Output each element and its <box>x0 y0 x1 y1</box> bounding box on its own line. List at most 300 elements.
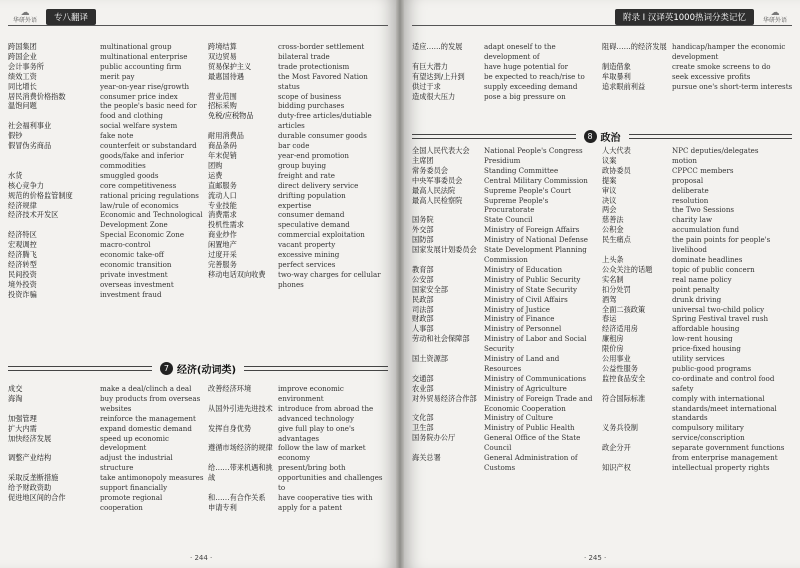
glossary-entry <box>8 101 204 121</box>
chinese-term: 追求眼前利益 <box>602 81 646 91</box>
chinese-term: 全国人民代表大会 <box>412 146 470 155</box>
chinese-term: 牟取暴利 <box>602 71 631 81</box>
english-translation: resolution <box>672 195 709 205</box>
english-translation: universal two-child policy <box>672 304 765 314</box>
glossary-entry <box>412 423 598 433</box>
glossary-entry <box>602 275 794 285</box>
chinese-term: 义务兵役制 <box>602 423 638 433</box>
english-translation: have cooperative ties with <box>278 492 373 502</box>
left-column-d <box>208 384 390 513</box>
right-header <box>611 8 792 25</box>
english-translation: expertise <box>278 200 312 210</box>
chinese-term: 供过于求 <box>412 81 441 91</box>
chinese-term: 政协委员 <box>602 165 631 175</box>
chinese-term: 中央军事委员会 <box>412 175 463 185</box>
glossary-entry <box>8 424 204 434</box>
english-translation: State Development Planning Commission <box>484 245 587 264</box>
chinese-term: 免税/应税物品 <box>208 111 254 121</box>
english-translation: durable consumer goods <box>278 131 367 141</box>
glossary-entry <box>412 235 598 245</box>
chinese-term: 最惠国待遇 <box>208 71 244 81</box>
english-translation: consumer price index <box>100 91 178 101</box>
chinese-term: 司法部 <box>412 304 434 314</box>
chinese-term: 经济适用房 <box>602 324 638 334</box>
glossary-entry <box>602 305 794 315</box>
chinese-term: 假钞 <box>8 131 23 141</box>
glossary-entry <box>412 384 598 394</box>
chinese-term: 全面二孩政策 <box>602 304 646 314</box>
english-translation: drunk driving <box>672 294 722 304</box>
chinese-term: 慈善法 <box>602 215 624 225</box>
glossary-entry <box>412 453 598 473</box>
english-translation: Special Economic Zone <box>100 230 185 240</box>
chinese-term: 上头条 <box>602 254 624 264</box>
left-column-c <box>8 384 204 513</box>
glossary-entry <box>412 186 598 196</box>
glossary-entry <box>412 394 598 414</box>
glossary-entry <box>8 434 204 454</box>
english-translation: trade protectionism <box>278 61 350 71</box>
english-translation: create smoke screens to do <box>672 61 771 71</box>
chinese-term: 经济腾飞 <box>8 250 37 260</box>
english-translation: Presidium <box>484 155 521 165</box>
english-translation: the pain points for people's livelihood <box>672 235 771 255</box>
glossary-entry <box>208 161 390 171</box>
chinese-term: 文化部 <box>412 413 434 423</box>
english-translation: promote regional cooperation <box>100 492 163 512</box>
english-translation: adjust the industrial structure <box>100 453 173 473</box>
chinese-term: 运费 <box>208 170 223 180</box>
chinese-term: 教育部 <box>412 264 434 274</box>
chinese-term: 国务院办公厅 <box>412 433 456 443</box>
glossary-entry <box>412 42 598 62</box>
chinese-term: 完善服务 <box>208 259 237 269</box>
glossary-entry <box>208 443 390 463</box>
glossary-entry <box>8 394 204 414</box>
glossary-entry <box>602 186 794 196</box>
english-translation: price-fixed housing <box>672 344 741 354</box>
glossary-entry <box>602 156 794 166</box>
glossary-entry <box>8 270 204 280</box>
english-translation: Ministry of Justice <box>484 304 551 314</box>
glossary-entry <box>208 181 390 191</box>
english-translation: utility services <box>672 354 725 364</box>
glossary-entry <box>602 324 794 334</box>
chinese-term: 闲置地产 <box>208 240 237 250</box>
glossary-entry <box>208 92 390 102</box>
glossary-entry <box>208 404 390 424</box>
english-translation: economic transition <box>100 259 172 269</box>
glossary-entry <box>8 52 204 62</box>
glossary-entry <box>602 423 794 443</box>
book-spine <box>396 0 404 568</box>
chinese-term: 提案 <box>602 175 617 185</box>
left-header <box>8 8 100 25</box>
chinese-term: 跨境结算 <box>208 42 237 51</box>
english-translation: affordable housing <box>672 324 740 334</box>
english-translation: Ministry of State Security <box>484 284 578 294</box>
glossary-entry <box>412 354 598 374</box>
glossary-entry <box>208 131 390 141</box>
chinese-term: 阻碍……的经济发展 <box>602 42 667 51</box>
english-translation: General Administration of Customs <box>484 453 578 472</box>
glossary-entry <box>412 265 598 275</box>
glossary-entry <box>208 141 390 151</box>
chinese-term: 海淘 <box>8 393 23 403</box>
english-translation: proposal <box>672 175 704 185</box>
chinese-term: 发挥自身优势 <box>208 423 252 433</box>
glossary-entry <box>602 394 794 424</box>
english-translation: Ministry of Foreign Trade and Economic Cooperation <box>484 393 593 413</box>
glossary-entry <box>8 290 204 300</box>
chinese-term: 跨国集团 <box>8 42 37 51</box>
chinese-term: 经济特区 <box>8 230 37 240</box>
glossary-entry <box>208 240 390 250</box>
glossary-entry <box>412 334 598 354</box>
glossary-entry <box>602 176 794 186</box>
chinese-term: 同比增长 <box>8 81 37 91</box>
chinese-term: 交通部 <box>412 373 434 383</box>
appendix-tag: 附录 I 汉译英1000热词分类记忆 <box>615 9 754 25</box>
heading-rule <box>412 134 576 139</box>
chinese-term: 廉租房 <box>602 334 624 344</box>
chinese-term: 改善经济环境 <box>208 384 252 393</box>
glossary-entry <box>8 384 204 394</box>
chinese-term: 公众关注的话题 <box>602 264 653 274</box>
english-translation: investment fraud <box>100 289 162 299</box>
chinese-term: 从国外引进先进技术 <box>208 403 273 413</box>
left-column-b <box>208 42 390 290</box>
english-translation: Ministry of Agriculture <box>484 383 567 393</box>
glossary-entry <box>412 176 598 186</box>
chinese-term: 给予财政资助 <box>8 483 52 493</box>
glossary-entry <box>602 196 794 206</box>
chinese-term: 公用事业 <box>602 354 631 364</box>
english-translation: State Council <box>484 215 533 225</box>
english-translation: Economic and Technological Development Zone <box>100 210 203 230</box>
glossary-entry <box>602 295 794 305</box>
glossary-entry <box>602 265 794 275</box>
chinese-term: 限价房 <box>602 344 624 354</box>
chinese-term: 知识产权 <box>602 463 631 472</box>
english-translation: private investment <box>100 269 168 279</box>
glossary-entry <box>412 156 598 166</box>
chinese-term: 温饱问题 <box>8 101 37 111</box>
logo-text: 华研外语 <box>762 17 787 24</box>
chinese-term: 过度开采 <box>208 250 237 260</box>
glossary-entry <box>208 493 390 503</box>
chinese-term: 专业技能 <box>208 200 237 210</box>
chinese-term: 实名制 <box>602 274 624 284</box>
english-translation: macro-control <box>100 240 151 250</box>
chinese-term: 加快经济发展 <box>8 433 52 443</box>
english-translation: make a deal/clinch a deal <box>100 384 192 393</box>
glossary-entry <box>412 215 598 225</box>
glossary-entry <box>8 141 204 171</box>
english-translation: year-on-year rise/growth <box>100 81 190 91</box>
glossary-entry <box>208 42 390 52</box>
chinese-term: 民生痛点 <box>602 235 631 245</box>
glossary-entry <box>602 344 794 354</box>
glossary-entry <box>602 334 794 344</box>
english-translation: Ministry of Civil Affairs <box>484 294 568 304</box>
section-7-heading <box>8 354 388 383</box>
english-translation: year-end promotion <box>278 150 349 160</box>
english-translation: public-good programs <box>672 363 752 373</box>
english-translation: handicap/hamper the economic development <box>672 42 786 61</box>
english-translation: duty-free articles/dutiable articles <box>278 111 372 131</box>
english-translation: Ministry of National Defense <box>484 235 588 245</box>
english-translation: commercial exploitation <box>278 230 365 240</box>
glossary-entry <box>8 92 204 102</box>
chinese-term: 有望达到/上升到 <box>412 71 465 81</box>
english-translation: buy products from overseas websites <box>100 393 201 413</box>
glossary-entry <box>602 42 794 62</box>
english-translation: Ministry of Labor and Social Security <box>484 334 587 354</box>
section-number: 7 <box>160 362 173 375</box>
chinese-term: 招标采购 <box>208 101 237 111</box>
chinese-term: 常务委员会 <box>412 165 448 175</box>
glossary-entry <box>602 215 794 225</box>
glossary-entry <box>602 285 794 295</box>
english-translation: Ministry of Public Security <box>484 274 581 284</box>
chinese-term: 人事部 <box>412 324 434 334</box>
glossary-entry <box>602 463 794 473</box>
glossary-entry <box>208 220 390 230</box>
english-translation: reinforce the management <box>100 413 196 423</box>
glossary-entry <box>412 72 598 82</box>
english-translation: improve economic environment <box>278 384 344 403</box>
glossary-entry <box>8 210 204 230</box>
english-translation: public accounting firm <box>100 61 182 71</box>
english-translation: bidding purchases <box>278 101 345 111</box>
chinese-term: 申请专利 <box>208 502 237 512</box>
english-translation: speed up economic development <box>100 433 169 453</box>
english-translation: Supreme People's Court <box>484 185 572 195</box>
english-translation: point penalty <box>672 284 720 294</box>
english-translation: supply exceeding demand <box>484 81 578 91</box>
left-column-a <box>8 42 204 300</box>
chinese-term: 居民消费价格指数 <box>8 91 66 101</box>
chinese-term: 水货 <box>8 170 23 180</box>
glossary-entry <box>412 62 598 72</box>
chinese-term: 采取反垄断措施 <box>8 473 59 483</box>
glossary-entry <box>208 151 390 161</box>
right-column-d <box>602 146 794 473</box>
glossary-entry <box>412 245 598 265</box>
glossary-entry <box>8 181 204 191</box>
english-translation: adapt oneself to the development of <box>484 42 556 61</box>
chinese-term: 最高人民法院 <box>412 185 456 195</box>
english-translation: social welfare system <box>100 121 178 131</box>
chinese-term: 境外投资 <box>8 279 37 289</box>
chinese-term: 社会福利事业 <box>8 121 52 131</box>
chinese-term: 国务院 <box>412 215 434 225</box>
chinese-term: 民政部 <box>412 294 434 304</box>
glossary-entry <box>412 275 598 285</box>
glossary-entry <box>602 205 794 215</box>
glossary-entry <box>602 225 794 235</box>
chinese-term: 规范的价格监管制度 <box>8 190 73 200</box>
glossary-entry <box>208 111 390 131</box>
glossary-entry <box>8 493 204 513</box>
glossary-entry <box>602 255 794 265</box>
glossary-entry <box>8 260 204 270</box>
chinese-term: 和……有合作关系 <box>208 492 266 502</box>
english-translation: Supreme People's Procuratorate <box>484 195 549 215</box>
english-translation: rational pricing regulations <box>100 190 199 200</box>
section-number: 8 <box>584 130 597 143</box>
chinese-term: 移动电话双向收费 <box>208 269 266 279</box>
glossary-entry <box>8 201 204 211</box>
page-number: · 244 · <box>190 554 213 562</box>
chinese-term: 贸易保护主义 <box>208 61 252 71</box>
glossary-entry <box>602 354 794 364</box>
english-translation: multinational enterprise <box>100 51 188 61</box>
english-translation: the Two Sessions <box>672 205 735 215</box>
english-translation: Ministry of Land and Resources <box>484 354 560 373</box>
english-translation: counterfeit or substandard goods/fake and inferior commodities <box>100 141 197 170</box>
glossary-entry <box>412 285 598 295</box>
english-translation: motion <box>672 155 697 165</box>
english-translation: dominate headlines <box>672 254 743 264</box>
glossary-entry <box>208 191 390 201</box>
chinese-term: 跨国企业 <box>8 51 37 61</box>
glossary-entry <box>602 82 794 92</box>
chinese-term: 给……带来机遇和挑战 <box>208 463 273 483</box>
chinese-term: 营业范围 <box>208 91 237 101</box>
english-translation: NPC deputies/delegates <box>672 146 759 155</box>
glossary-entry <box>208 384 390 404</box>
english-translation: freight and rate <box>278 170 335 180</box>
right-top-column-a <box>412 42 598 101</box>
chinese-term: 双边贸易 <box>208 51 237 61</box>
english-translation: CPPCC members <box>672 165 734 175</box>
english-translation: group buying <box>278 160 327 170</box>
glossary-entry <box>602 72 794 82</box>
cloud-icon: ☁ <box>20 8 30 18</box>
glossary-entry <box>208 201 390 211</box>
glossary-entry <box>8 131 204 141</box>
glossary-entry <box>412 324 598 334</box>
glossary-entry <box>602 235 794 255</box>
english-translation: consumer demand <box>278 210 345 220</box>
publisher-logo <box>8 8 42 25</box>
chinese-term: 有巨大潜力 <box>412 61 448 71</box>
chinese-term: 酒驾 <box>602 294 617 304</box>
chinese-term: 商品条码 <box>208 141 237 151</box>
left-page <box>0 0 396 568</box>
english-translation: overseas investment <box>100 279 174 289</box>
glossary-entry <box>208 270 390 290</box>
glossary-entry <box>8 414 204 424</box>
chinese-term: 公积金 <box>602 225 624 235</box>
chinese-term: 扩大内需 <box>8 423 37 433</box>
chinese-term: 商业炒作 <box>208 230 237 240</box>
glossary-entry <box>602 364 794 374</box>
english-translation: Ministry of Communications <box>484 373 587 383</box>
glossary-entry <box>8 42 204 52</box>
chinese-term: 海关总署 <box>412 453 441 463</box>
english-translation: bar code <box>278 141 310 151</box>
glossary-entry <box>412 146 598 156</box>
english-translation: accumulation fund <box>672 225 740 235</box>
glossary-entry <box>208 72 390 92</box>
right-column-c <box>412 146 598 473</box>
chinese-term: 扣分处罚 <box>602 284 631 294</box>
chinese-term: 人大代表 <box>602 146 631 155</box>
page-number: · 245 · <box>584 554 607 562</box>
chinese-term: 适应……的发展 <box>412 42 463 51</box>
english-translation: Spring Festival travel rush <box>672 314 769 324</box>
glossary-entry <box>412 305 598 315</box>
english-translation: cross-border settlement <box>278 42 365 51</box>
chinese-term: 对外贸易经济合作部 <box>412 393 477 403</box>
glossary-entry <box>208 260 390 270</box>
chinese-term: 投资诈骗 <box>8 289 37 299</box>
glossary-entry <box>8 121 204 131</box>
chinese-term: 直邮服务 <box>208 180 237 190</box>
chinese-term: 成交 <box>8 384 23 393</box>
english-translation: the people's basic need for food and clothing <box>100 101 197 121</box>
glossary-entry <box>208 424 390 444</box>
glossary-entry <box>208 250 390 260</box>
chinese-term: 促进地区间的合作 <box>8 492 66 502</box>
glossary-entry <box>8 191 204 201</box>
chinese-term: 春运 <box>602 314 617 324</box>
english-translation: low-rent housing <box>672 334 733 344</box>
english-translation: give full play to one's advantages <box>278 423 355 443</box>
glossary-entry <box>8 230 204 240</box>
glossary-entry <box>602 62 794 72</box>
glossary-entry <box>8 82 204 92</box>
english-translation: General Office of the State Council <box>484 433 581 453</box>
english-translation: bilateral trade <box>278 51 330 61</box>
glossary-entry <box>412 82 598 92</box>
glossary-entry <box>208 463 390 493</box>
chinese-term: 主席团 <box>412 155 434 165</box>
heading-rule <box>8 366 152 371</box>
section-title: 经济(动词类) <box>176 364 237 376</box>
english-translation: smuggled goods <box>100 170 159 180</box>
glossary-entry <box>208 171 390 181</box>
chinese-term: 审议 <box>602 185 617 195</box>
english-translation: compulsory military service/conscription <box>672 423 745 443</box>
chinese-term: 核心竞争力 <box>8 180 44 190</box>
right-top-column-b <box>602 42 794 92</box>
chinese-term: 外交部 <box>412 225 434 235</box>
chinese-term: 卫生部 <box>412 423 434 433</box>
english-translation: intellectual property rights <box>672 463 770 472</box>
english-translation: merit pay <box>100 71 135 81</box>
english-translation: Standing Committee <box>484 165 559 175</box>
chinese-term: 政企分开 <box>602 443 631 453</box>
chinese-term: 两会 <box>602 205 617 215</box>
chinese-term: 监控食品安全 <box>602 373 646 383</box>
right-page <box>404 0 800 568</box>
glossary-entry <box>208 230 390 240</box>
glossary-entry <box>412 196 598 216</box>
header-rule <box>412 25 792 26</box>
english-translation: co-ordinate and control food safety <box>672 373 775 393</box>
english-translation: topic of public concern <box>672 264 755 274</box>
glossary-entry <box>412 166 598 176</box>
chinese-term: 耐用消费品 <box>208 131 244 141</box>
english-translation: pose a big pressure on <box>484 91 566 101</box>
english-translation: Ministry of Culture <box>484 413 553 423</box>
glossary-entry <box>8 62 204 72</box>
english-translation: pursue one's short-term interests <box>672 81 793 91</box>
